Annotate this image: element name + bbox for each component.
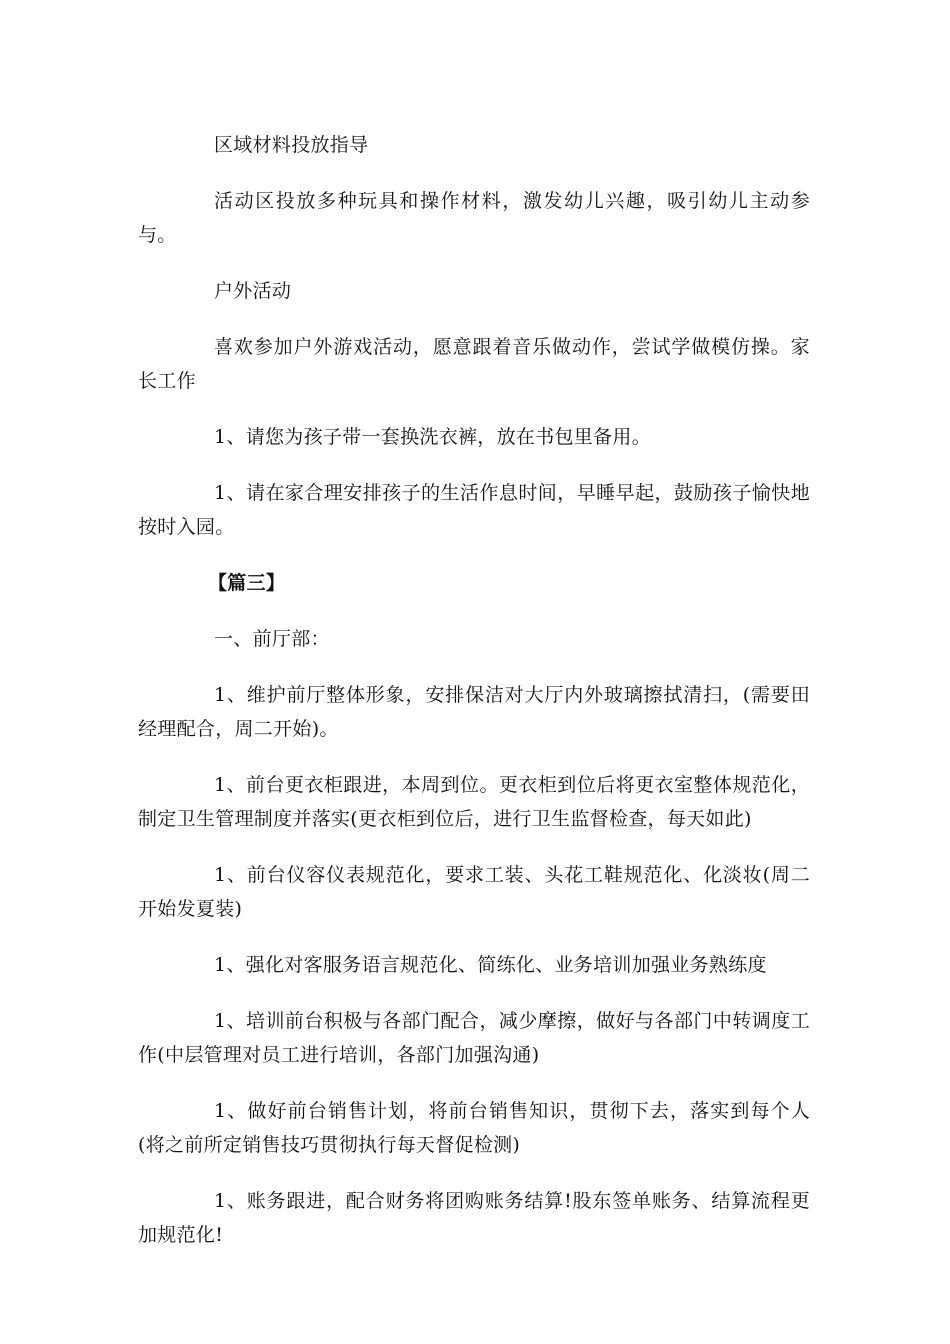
paragraph-parent-item-1: 1、请您为孩子带一套换洗衣裤，放在书包里备用。 <box>214 426 651 448</box>
paragraph-front-office-item-2: 1、前台更衣柜跟进，本周到位。更衣柜到位后将更衣室整体规范化，制定卫生管理制度并落实(更衣柜到位后，进行卫生监督检查，每天如此) <box>138 774 810 830</box>
paragraph-outdoor: 喜欢参加户外游戏活动，愿意跟着音乐做动作，尝试学做模仿操。家长工作 <box>138 336 810 392</box>
paragraph-parent-item-2: 1、请在家合理安排孩子的生活作息时间，早睡早起，鼓励孩子愉快地按时入园。 <box>138 482 810 538</box>
paragraph-front-office-item-5: 1、培训前台积极与各部门配合，减少摩擦，做好与各部门中转调度工作(中层管理对员工进行培训，各部门加强沟通) <box>138 1010 810 1066</box>
paragraph-heading-outdoor: 户外活动 <box>214 280 292 302</box>
paragraph-heading-area-materials: 区域材料投放指导 <box>214 134 369 156</box>
paragraph-front-office-item-1: 1、维护前厅整体形象，安排保洁对大厅内外玻璃擦拭清扫，(需要田经理配合，周二开始)。 <box>138 684 810 740</box>
paragraph-front-office-item-3: 1、前台仪容仪表规范化，要求工装、头花工鞋规范化、化淡妆(周二开始发夏装) <box>138 864 810 920</box>
section-title-part-three: 【篇三】 <box>208 572 286 594</box>
paragraph-front-office-item-6: 1、做好前台销售计划，将前台销售知识，贯彻下去，落实到每个人(将之前所定销售技巧贯彻执行每天督促检测) <box>138 1100 810 1156</box>
paragraph-front-office-item-7: 1、账务跟进，配合财务将团购账务结算!股东签单账务、结算流程更加规范化! <box>138 1190 810 1246</box>
section-heading-front-office: 一、前厅部： <box>214 628 330 650</box>
document-page <box>138 128 810 1274</box>
paragraph-area-materials: 活动区投放多种玩具和操作材料，激发幼儿兴趣，吸引幼儿主动参与。 <box>138 190 810 246</box>
paragraph-front-office-item-4: 1、强化对客服务语言规范化、简练化、业务培训加强业务熟练度 <box>214 954 767 976</box>
